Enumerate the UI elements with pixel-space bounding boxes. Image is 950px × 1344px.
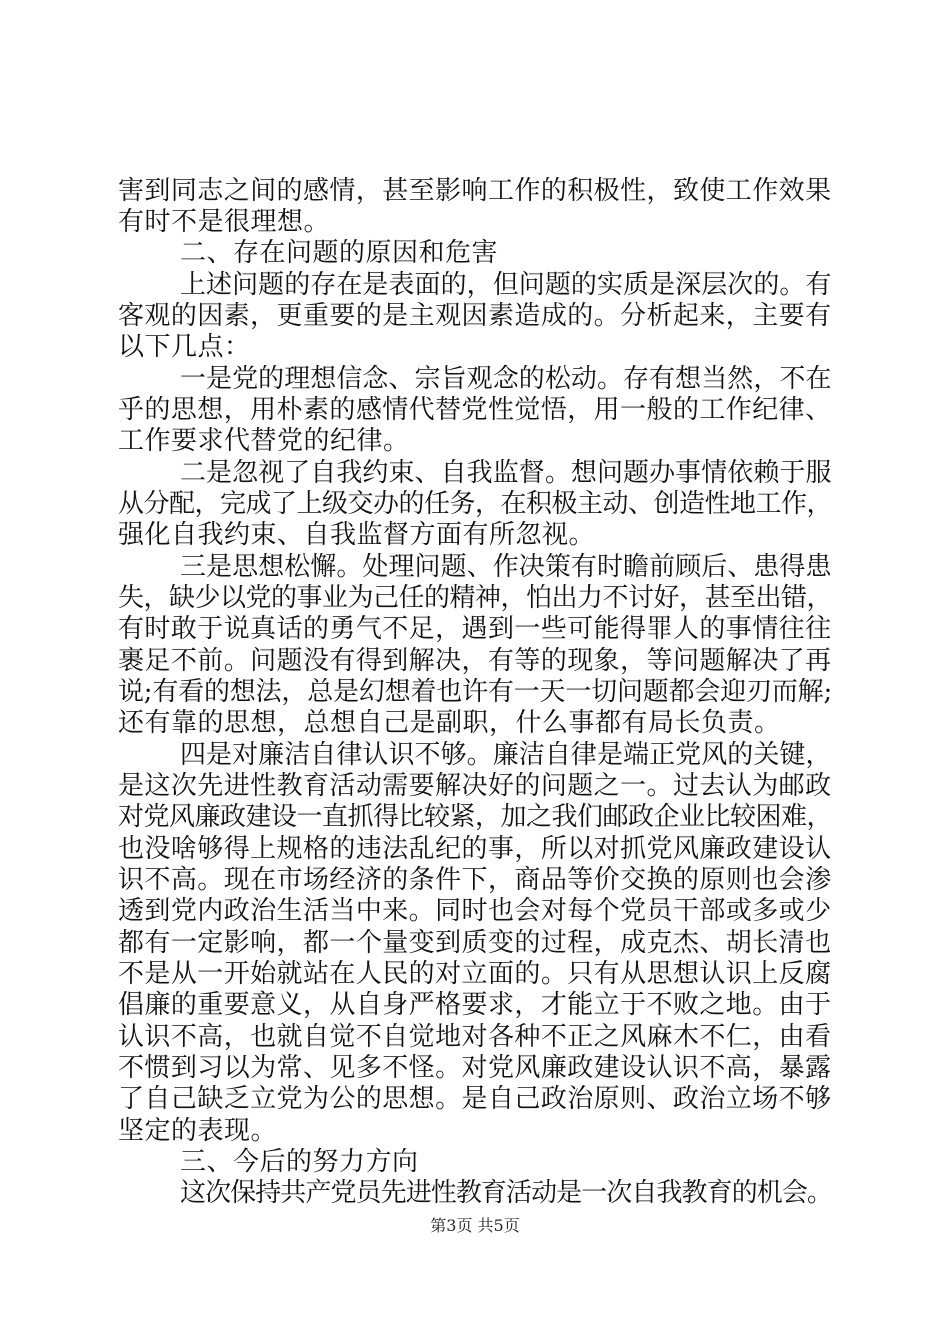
text-line: 对党风廉政建设一直抓得比较紧，加之我们邮政企业比较困难，: [118, 802, 833, 832]
text-line: 从分配，完成了上级交办的任务，在积极主动、创造性地工作，: [118, 489, 833, 519]
text-line: 有时不是很理想。: [118, 207, 331, 237]
text-line: 都有一定影响，都一个量变到质变的过程，成克杰、胡长清也: [118, 928, 832, 958]
text-line: 三是思想松懈。处理问题、作决策有时瞻前顾后、患得患: [180, 552, 832, 582]
text-line: 失，缺少以党的事业为己任的精神，怕出力不讨好，甚至出错，: [118, 583, 833, 613]
text-line: 四是对廉洁自律认识不够。廉洁自律是端正党风的关键，: [180, 740, 832, 770]
text-line: 这次保持共产党员先进性教育活动是一次自我教育的机会。: [180, 1178, 833, 1208]
section-heading: 三、今后的努力方向: [180, 1147, 419, 1177]
text-line: 倡廉的重要意义，从自身严格要求，才能立于不败之地。由于: [118, 990, 832, 1020]
text-line: 不是从一开始就站在人民的对立面的。只有从思想认识上反腐: [118, 959, 832, 989]
text-line: 识不高。现在市场经济的条件下，商品等价交换的原则也会渗: [118, 865, 832, 895]
text-line: 一是党的理想信念、宗旨观念的松动。存有想当然，不在: [180, 364, 832, 394]
text-line: 了自己缺乏立党为公的思想。是自己政治原则、政治立场不够: [118, 1084, 832, 1114]
text-line: 说;有看的想法，总是幻想着也许有一天一切问题都会迎刃而解;: [118, 677, 833, 707]
text-line: 害到同志之间的感情，甚至影响工作的积极性，致使工作效果: [118, 176, 832, 206]
text-line: 上述问题的存在是表面的，但问题的实质是深层次的。有: [180, 270, 832, 300]
text-line: 乎的思想，用朴素的感情代替党性觉悟，用一般的工作纪律、: [118, 395, 832, 425]
text-line: 工作要求代替党的纪律。: [118, 426, 410, 456]
text-line: 客观的因素，更重要的是主观因素造成的。分析起来，主要有: [118, 301, 832, 331]
text-line: 有时敢于说真话的勇气不足，遇到一些可能得罪人的事情往往: [118, 614, 832, 644]
page-number-footer: 第3页 共5页: [430, 1216, 520, 1235]
text-line: 认识不高，也就自觉不自觉地对各种不正之风麻木不仁，由看: [118, 1022, 832, 1052]
text-line: 以下几点：: [118, 332, 251, 362]
text-line: 强化自我约束、自我监督方面有所忽视。: [118, 520, 596, 550]
text-line: 坚定的表现。: [118, 1116, 278, 1146]
text-line: 裹足不前。问题没有得到解决，有等的现象，等问题解决了再: [118, 646, 832, 676]
text-line: 二是忽视了自我约束、自我监督。想问题办事情依赖于服: [180, 458, 832, 488]
text-line: 还有靠的思想，总想自己是副职，什么事都有局长负责。: [118, 708, 781, 738]
text-line: 不惯到习以为常、见多不怪。对党风廉政建设认识不高，暴露: [118, 1053, 832, 1083]
text-line: 也没啥够得上规格的违法乱纪的事，所以对抓党风廉政建设认: [118, 834, 832, 864]
text-line: 是这次先进性教育活动需要解决好的问题之一。过去认为邮政: [118, 771, 832, 801]
text-line: 透到党内政治生活当中来。同时也会对每个党员干部或多或少: [118, 896, 832, 926]
section-heading: 二、存在问题的原因和危害: [180, 238, 499, 268]
